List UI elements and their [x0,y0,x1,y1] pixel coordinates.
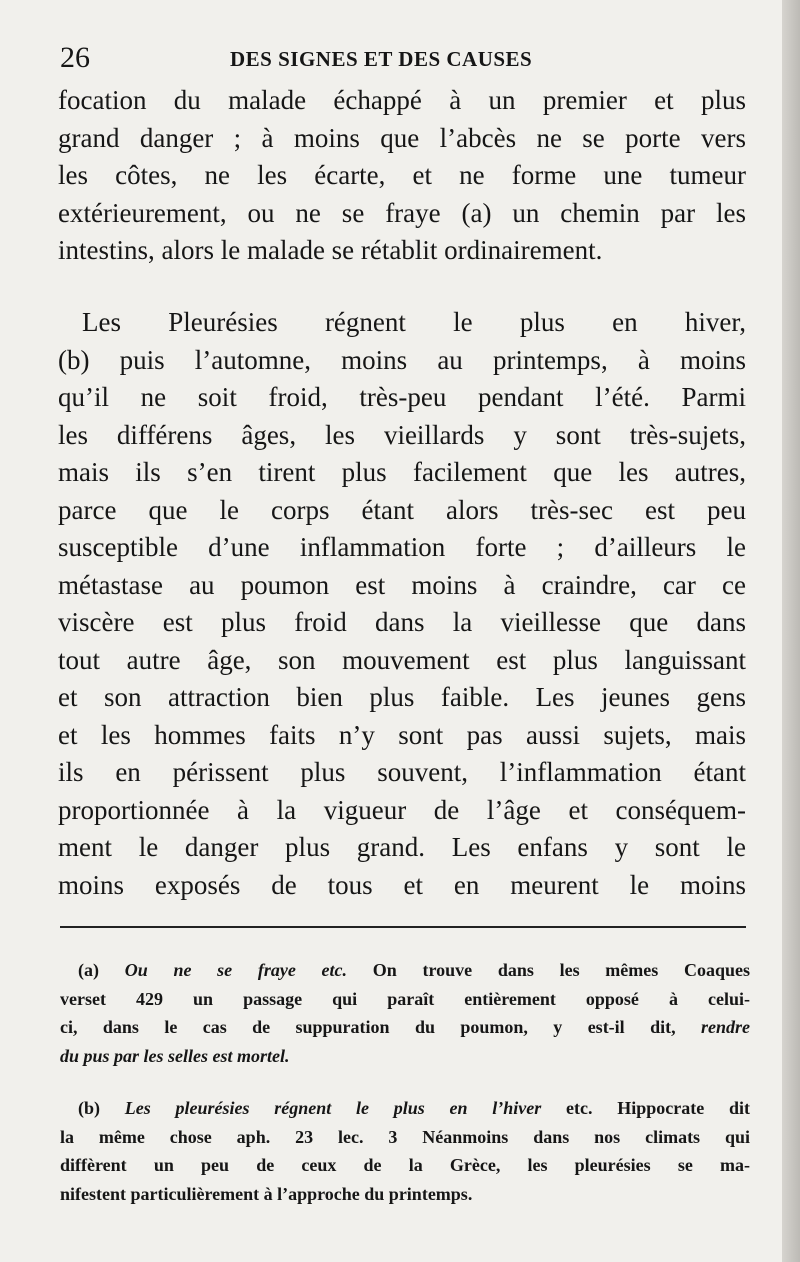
paragraph-continuation [58,82,746,270]
footnote-line [60,956,750,985]
text-line: et son attraction bien plus faible. Les jeunes gens [58,682,746,712]
text-line: focation du malade échappé à un premier et plus [58,85,746,115]
text-line: moins exposés de tous et en meurent le moins [58,869,746,900]
text-line: et les hommes faits n’y sont pas aussi sujets, mais [58,719,746,750]
footnote-text: On trouve dans les mêmes Coaques [372,960,751,980]
text-line: mais ils s’en tirent plus facilement que les autres, [58,457,746,487]
text-line: grand danger ; à moins que l’abcès ne se porte vers [58,122,746,153]
text-line: extérieurement, ou ne se fraye (a) un chemin par les [58,197,746,228]
text-line: ils en périssent plus souvent, l’inflammation étant [58,757,746,787]
text-line: proportionnée à la vigueur de l’âge et conséquem- [58,794,746,825]
paragraph-pleurisies [58,304,746,904]
text-line: ment le danger plus grand. Les enfans y sont le [58,832,746,862]
footnote-line [60,1094,750,1123]
footnote-lemma: Les pleurésies régnent le plus en l’hiver [124,1098,542,1118]
footnote-line: nifestent particulièrement à l’approche du printemps. [60,1183,473,1204]
page-number: 26 [60,41,90,74]
footnote-line: la même chose aph. 23 lec. 3 Néanmoins dans nos climats qui [60,1126,750,1147]
text-line: intestins, alors le malade se rétablit ordinairement. [58,235,603,265]
footnote-text: ci, dans le cas de suppuration du poumon, y est-il dit, [60,1017,676,1037]
text-line: susceptible d’une inflammation forte ; d’ailleurs le [58,532,746,562]
text-line: les côtes, ne les écarte, et ne forme une tumeur [58,160,746,190]
footnote-a [60,956,750,1070]
footnote-line [60,1013,750,1042]
footnote-italic: rendre [701,1017,750,1037]
footnote-marker: (b) [78,1098,100,1118]
footnote-italic: du pus par les selles est mortel. [60,1045,290,1066]
text-line: (b) puis l’automne, moins au printemps, à moins [58,344,746,375]
text-line: parce que le corps étant alors très-sec est peu [58,494,746,525]
footnote-divider [60,926,746,928]
text-line: tout autre âge, son mouvement est plus languissant [58,644,746,675]
footnote-line: diffèrent un peu de ceux de la Grèce, les pleurésies se ma- [60,1155,750,1175]
text-line: Les Pleurésies régnent le plus en hiver, [82,307,746,337]
footnote-line [60,1042,750,1071]
footnote-b [60,1094,750,1208]
page-header [60,40,750,80]
text-line: viscère est plus froid dans la vieillesse que dans [58,607,746,637]
page-spine-shadow [782,0,800,1262]
text-line: qu’il ne soit froid, très-peu pendant l’été. Parmi [58,382,746,412]
footnote-line: verset 429 un passage qui paraît entièrement opposé à celui- [60,988,750,1009]
running-head: DES SIGNES ET DES CAUSES [230,47,533,71]
footnote-text: etc. Hippocrate dit [566,1098,751,1118]
footnote-lemma: Ou ne se fraye etc. [124,960,348,980]
text-line: les différens âges, les vieillards y sont très-sujets, [58,419,746,450]
footnote-marker: (a) [78,960,99,980]
text-line: métastase au poumon est moins à craindre, car ce [58,569,746,600]
